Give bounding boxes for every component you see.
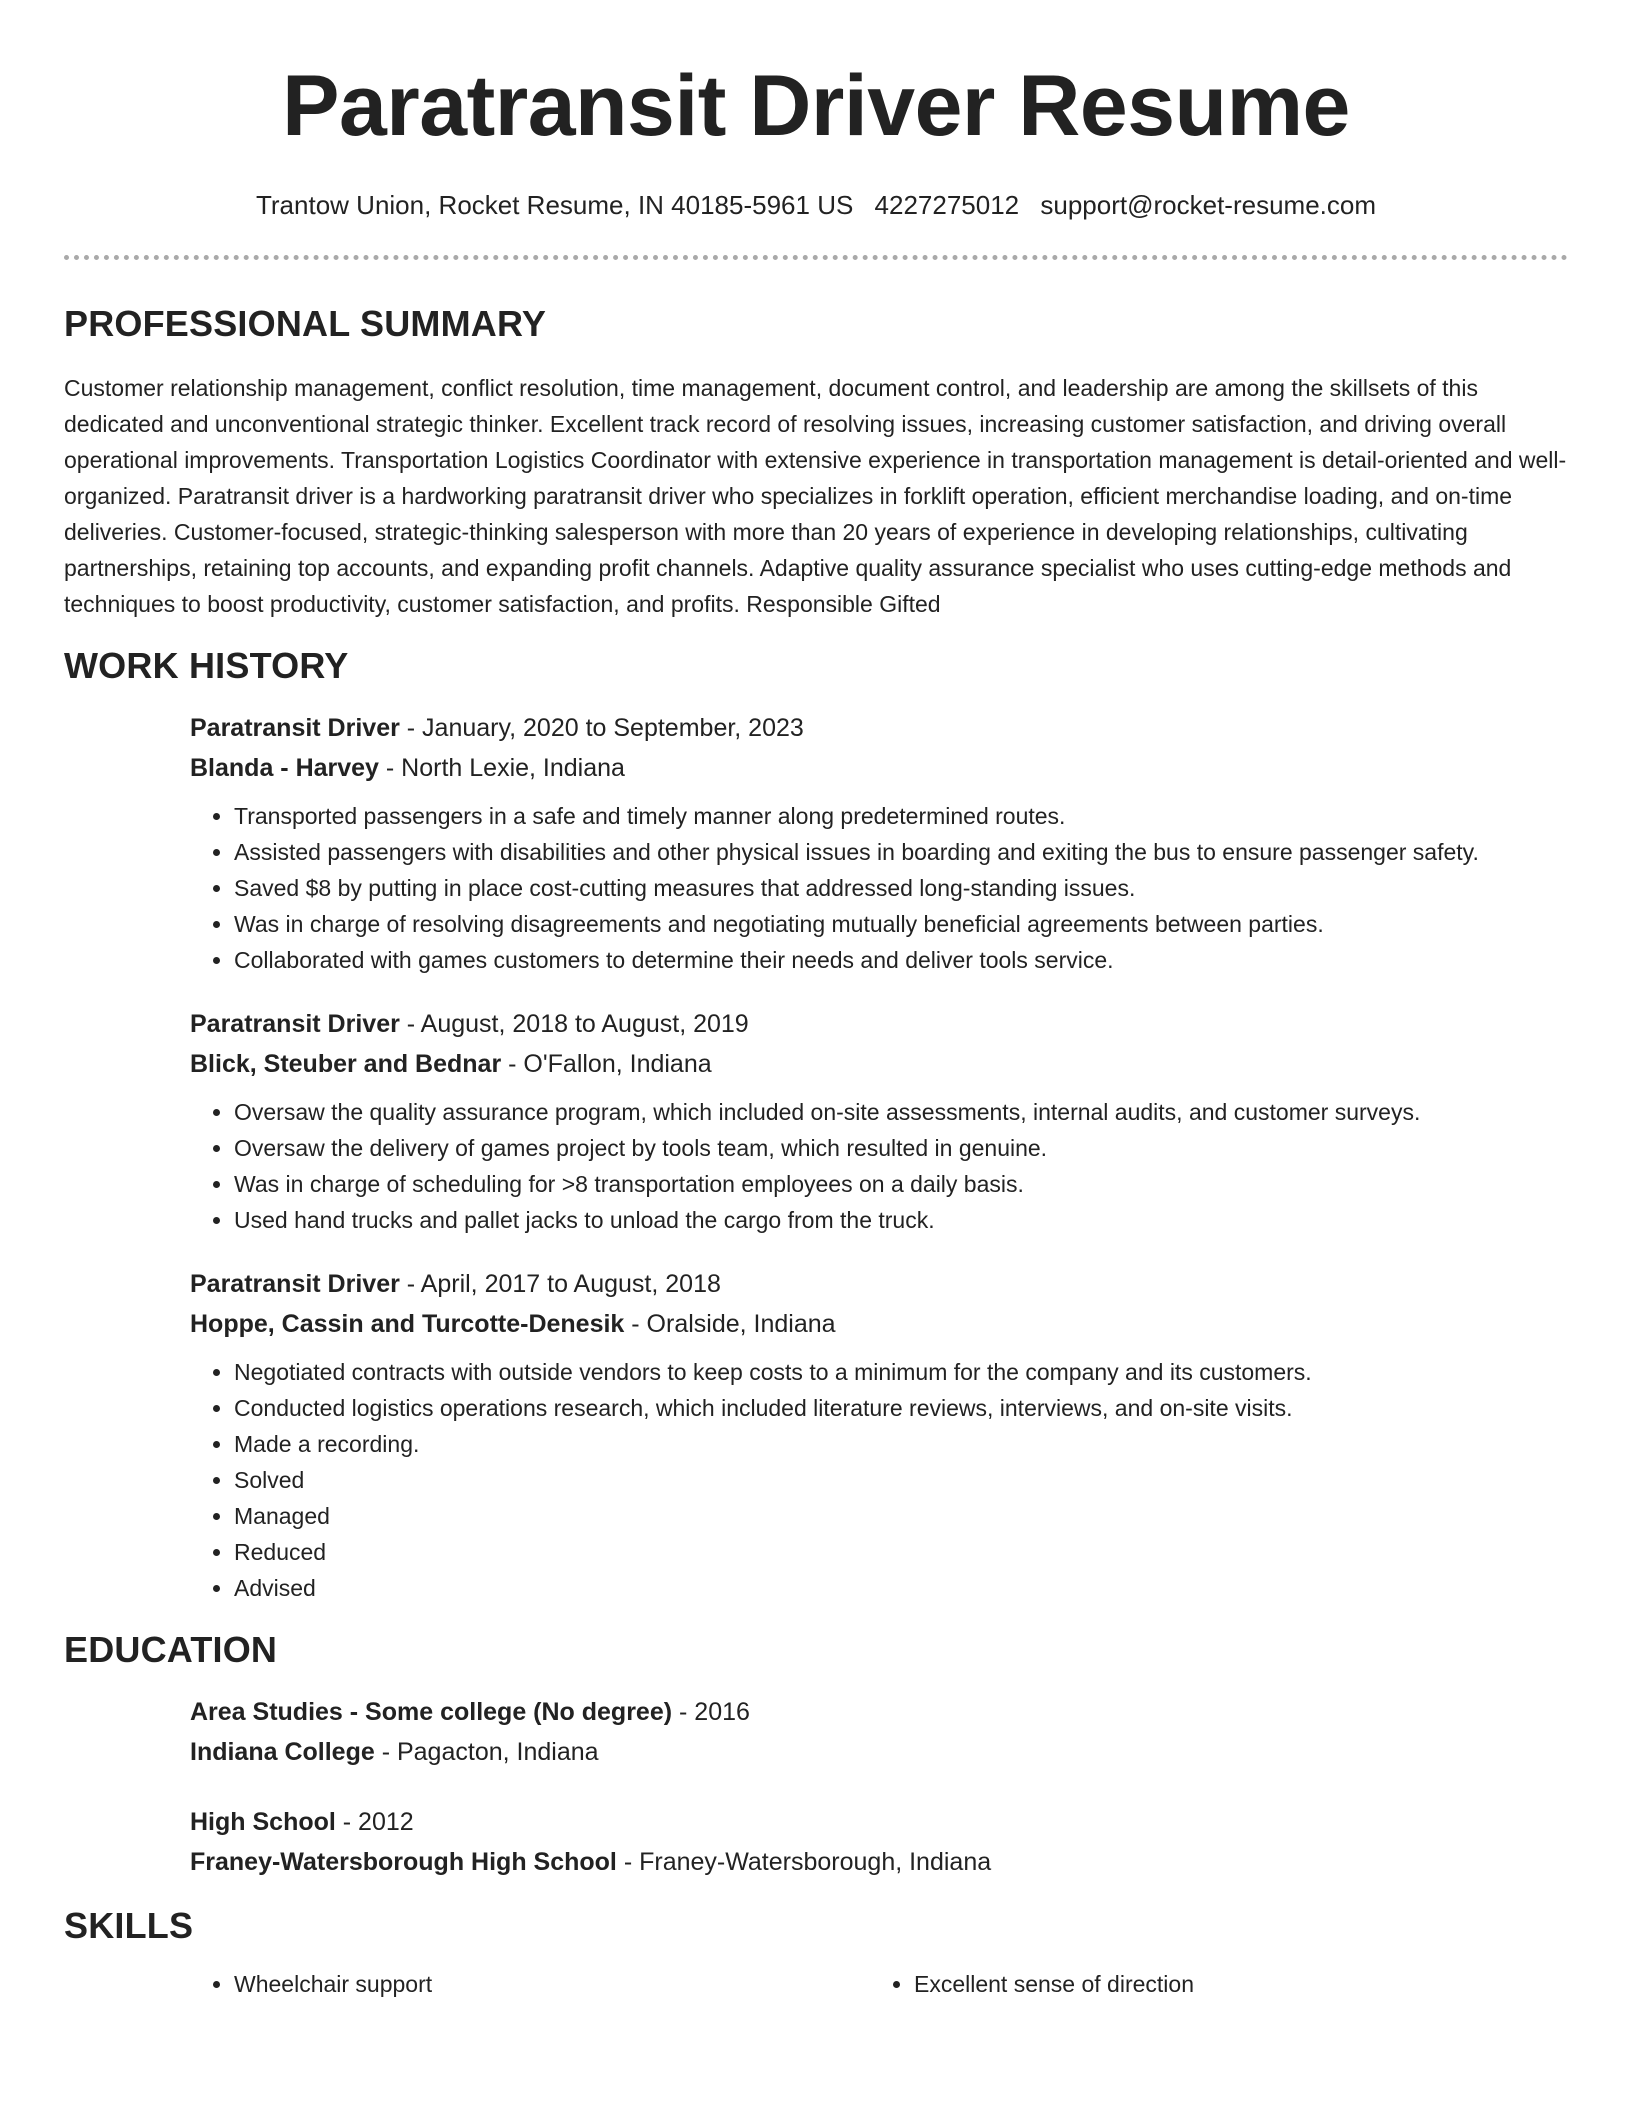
education-degree-line <box>190 1692 1568 1732</box>
education-year: - 2016 <box>672 1698 750 1726</box>
job-bullets <box>190 798 1568 978</box>
education-school-line <box>190 1732 1568 1772</box>
skills-column-left <box>190 1966 870 2002</box>
skill-item: • Excellent sense of direction <box>914 1966 1550 2002</box>
job-location: - O'Fallon, Indiana <box>501 1050 712 1078</box>
education-entry <box>190 1692 1568 1772</box>
job-location: - Oralside, Indiana <box>624 1310 836 1338</box>
job-role: Paratransit Driver <box>190 714 400 742</box>
job-entry <box>190 1264 1568 1606</box>
job-company-line <box>190 1304 1568 1344</box>
job-dates: - January, 2020 to September, 2023 <box>399 714 804 742</box>
job-entry <box>190 1004 1568 1238</box>
resume-title: Paratransit Driver Resume <box>282 58 1350 154</box>
job-bullet: • Negotiated contracts with outside vendors to keep costs to a minimum for the company and its customers. <box>234 1354 1568 1390</box>
job-company: Blick, Steuber and Bednar <box>190 1050 502 1078</box>
job-role: Paratransit Driver <box>190 1270 400 1298</box>
job-role: Paratransit Driver <box>190 1010 400 1038</box>
education-entry <box>190 1802 1568 1882</box>
job-bullet: • Oversaw the quality assurance program, which included on-site assessments, internal audits, and customer surveys. <box>234 1094 1568 1130</box>
job-role-line <box>190 1004 1568 1044</box>
job-bullet: • Oversaw the delivery of games project by tools team, which resulted in genuine. <box>234 1130 1568 1166</box>
job-company-line <box>190 1044 1568 1084</box>
education-school: Indiana College <box>190 1738 375 1766</box>
job-bullet: • Managed <box>234 1498 1568 1534</box>
education-degree: Area Studies - Some college (No degree) <box>190 1698 673 1726</box>
education-year: - 2012 <box>335 1808 414 1836</box>
job-company-line <box>190 748 1568 788</box>
job-bullet: • Was in charge of scheduling for >8 transportation employees on a daily basis. <box>234 1166 1568 1202</box>
education-school-line <box>190 1842 1568 1882</box>
contact-phone: 4227275012 <box>874 190 1020 220</box>
education-degree: High School <box>190 1808 336 1836</box>
education-school: Franey-Watersborough High School <box>190 1848 617 1876</box>
job-bullet: • Solved <box>234 1462 1568 1498</box>
job-company: Blanda - Harvey <box>190 754 379 782</box>
section-title-education: EDUCATION <box>64 1629 278 1670</box>
resume-page <box>64 0 1568 2002</box>
job-bullet: • Conducted logistics operations research, which included literature reviews, interviews, and on-site visits. <box>234 1390 1568 1426</box>
job-bullet: • Reduced <box>234 1534 1568 1570</box>
job-bullet: • Advised <box>234 1570 1568 1606</box>
job-dates: - April, 2017 to August, 2018 <box>399 1270 721 1298</box>
skills-list <box>190 1966 1568 2002</box>
education-location: - Franey-Watersborough, Indiana <box>616 1848 992 1876</box>
job-role-line <box>190 1264 1568 1304</box>
job-company: Hoppe, Cassin and Turcotte-Denesik <box>190 1310 625 1338</box>
job-bullet: • Assisted passengers with disabilities and other physical issues in boarding and exiting the bus to ensure passenger safety. <box>234 834 1568 870</box>
job-bullet: • Transported passengers in a safe and timely manner along predetermined routes. <box>234 798 1568 834</box>
section-title-summary: PROFESSIONAL SUMMARY <box>64 303 547 344</box>
job-bullets <box>190 1094 1568 1238</box>
skill-item: • Wheelchair support <box>234 1966 870 2002</box>
job-bullet: • Used hand trucks and pallet jacks to unload the cargo from the truck. <box>234 1202 1568 1238</box>
job-bullet: • Saved $8 by putting in place cost-cutting measures that addressed long-standing issues. <box>234 870 1568 906</box>
job-bullet: • Collaborated with games customers to determine their needs and deliver tools service. <box>234 942 1568 978</box>
job-bullet: • Made a recording. <box>234 1426 1568 1462</box>
education-location: - Pagacton, Indiana <box>374 1738 599 1766</box>
contact-email: support@rocket-resume.com <box>1040 190 1377 220</box>
contact-line <box>64 188 1568 222</box>
summary-text: Customer relationship management, conflict resolution, time management, document control, and leadership are among the skillsets of this dedicated and unconventional strategic thinker. Excellent track record of resolving issues, increasing customer satisfaction, and driving overall operational improvements. Transportation Logistics Coordinator with extensive experience in transportation management is detail-oriented and well-organized. Paratransit driver is a hardworking paratransit driver who specializes in forklift operation, efficient merchandise loading, and on-time deliveries. Customer-focused, strategic-thinking salesperson with more than 20 years of experience in developing relationships, cultivating partnerships, retaining top accounts, and expanding profit channels. Adaptive quality assurance specialist who uses cutting-edge methods and techniques to boost productivity, customer satisfaction, and profits. Responsible Gifted <box>64 375 1567 617</box>
job-bullet: • Was in charge of resolving disagreements and negotiating mutually beneficial agreements between parties. <box>234 906 1568 942</box>
skills-column-right <box>870 1966 1550 2002</box>
contact-address: Trantow Union, Rocket Resume, IN 40185-5961 US <box>255 190 854 220</box>
job-bullets <box>190 1354 1568 1606</box>
education-degree-line <box>190 1802 1568 1842</box>
job-role-line <box>190 708 1568 748</box>
section-title-work-history: WORK HISTORY <box>64 645 349 686</box>
job-dates: - August, 2018 to August, 2019 <box>399 1010 749 1038</box>
job-entry <box>190 708 1568 978</box>
header-divider <box>64 255 1568 260</box>
job-location: - North Lexie, Indiana <box>378 754 625 782</box>
section-title-skills: SKILLS <box>64 1905 194 1946</box>
